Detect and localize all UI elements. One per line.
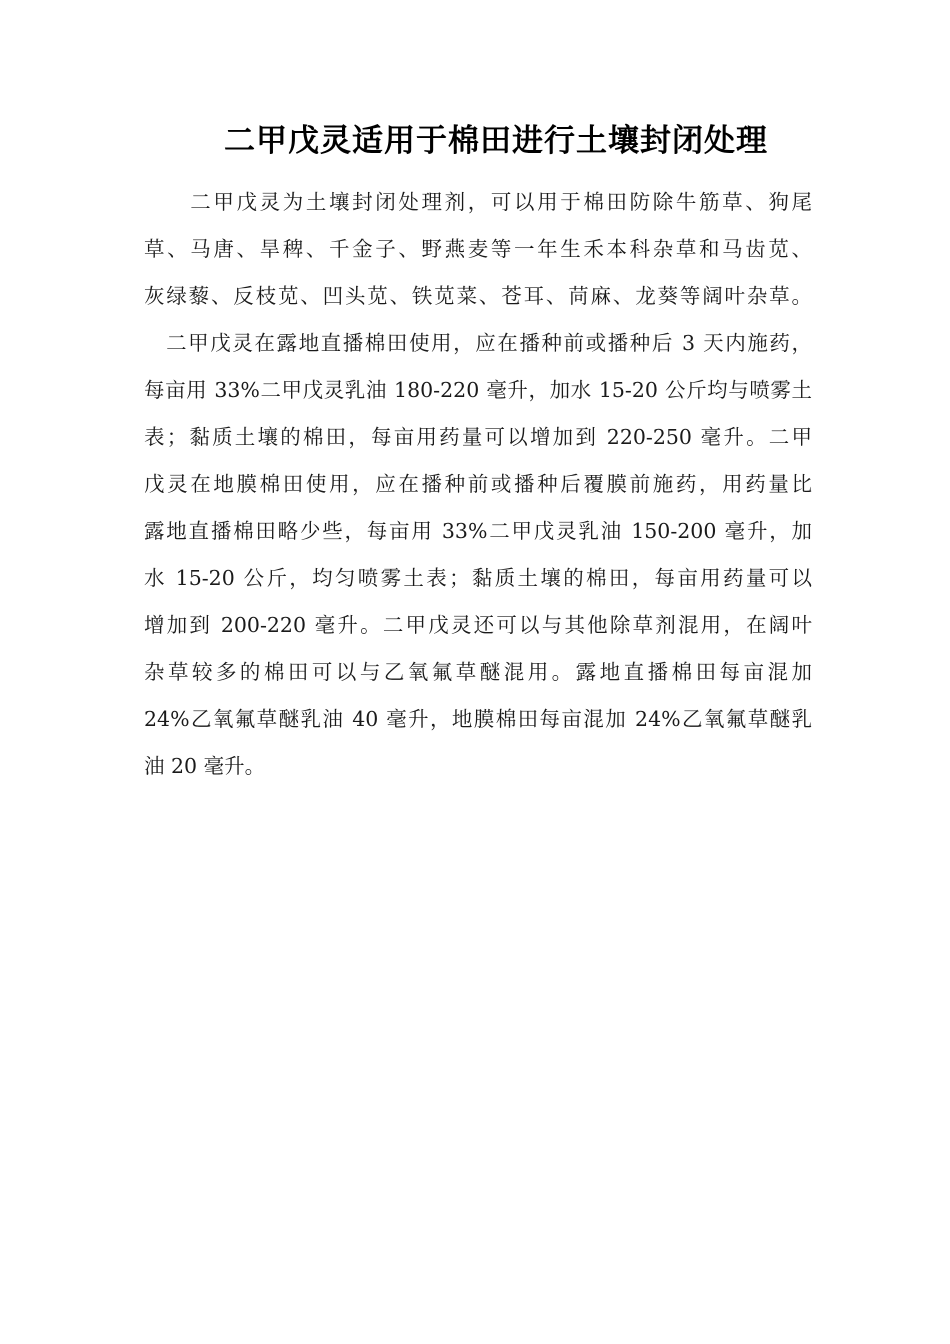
paragraph-line: 24%乙氧氟草醚乳油 40 毫升，地膜棉田每亩混加 24%乙氧氟草醚乳	[144, 707, 812, 731]
paragraph-line: 水 15-20 公斤，均匀喷雾土表；黏质土壤的棉田，每亩用药量可以	[144, 566, 812, 590]
paragraph-line: 二甲戊灵在露地直播棉田使用，应在播种前或播种后 3 天内施药，	[144, 331, 812, 355]
paragraph-line: 油 20 毫升。	[144, 754, 266, 778]
paragraph-line: 戊灵在地膜棉田使用，应在播种前或播种后覆膜前施药，用药量比	[144, 472, 812, 496]
paragraph-line: 增加到 200-220 毫升。二甲戊灵还可以与其他除草剂混用，在阔叶	[144, 613, 812, 637]
document-body	[144, 179, 812, 790]
paragraph-line: 露地直播棉田略少些，每亩用 33%二甲戊灵乳油 150-200 毫升，加	[144, 519, 812, 543]
paragraph-line: 草、马唐、旱稗、千金子、野燕麦等一年生禾本科杂草和马齿苋、	[144, 237, 812, 261]
paragraph-line: 表；黏质土壤的棉田，每亩用药量可以增加到 220-250 毫升。二甲	[144, 425, 812, 449]
document-title: 二甲戊灵适用于棉田进行土壤封闭处理	[224, 123, 768, 159]
paragraph-line: 每亩用 33%二甲戊灵乳油 180-220 毫升，加水 15-20 公斤均与喷雾土	[144, 378, 812, 402]
paragraph-line: 二甲戊灵为土壤封闭处理剂，可以用于棉田防除牛筋草、狗尾	[144, 190, 812, 214]
paragraph-line: 杂草较多的棉田可以与乙氧氟草醚混用。露地直播棉田每亩混加	[144, 660, 812, 684]
paragraph-line: 灰绿藜、反枝苋、凹头苋、铁苋菜、苍耳、苘麻、龙葵等阔叶杂草。	[144, 284, 812, 308]
